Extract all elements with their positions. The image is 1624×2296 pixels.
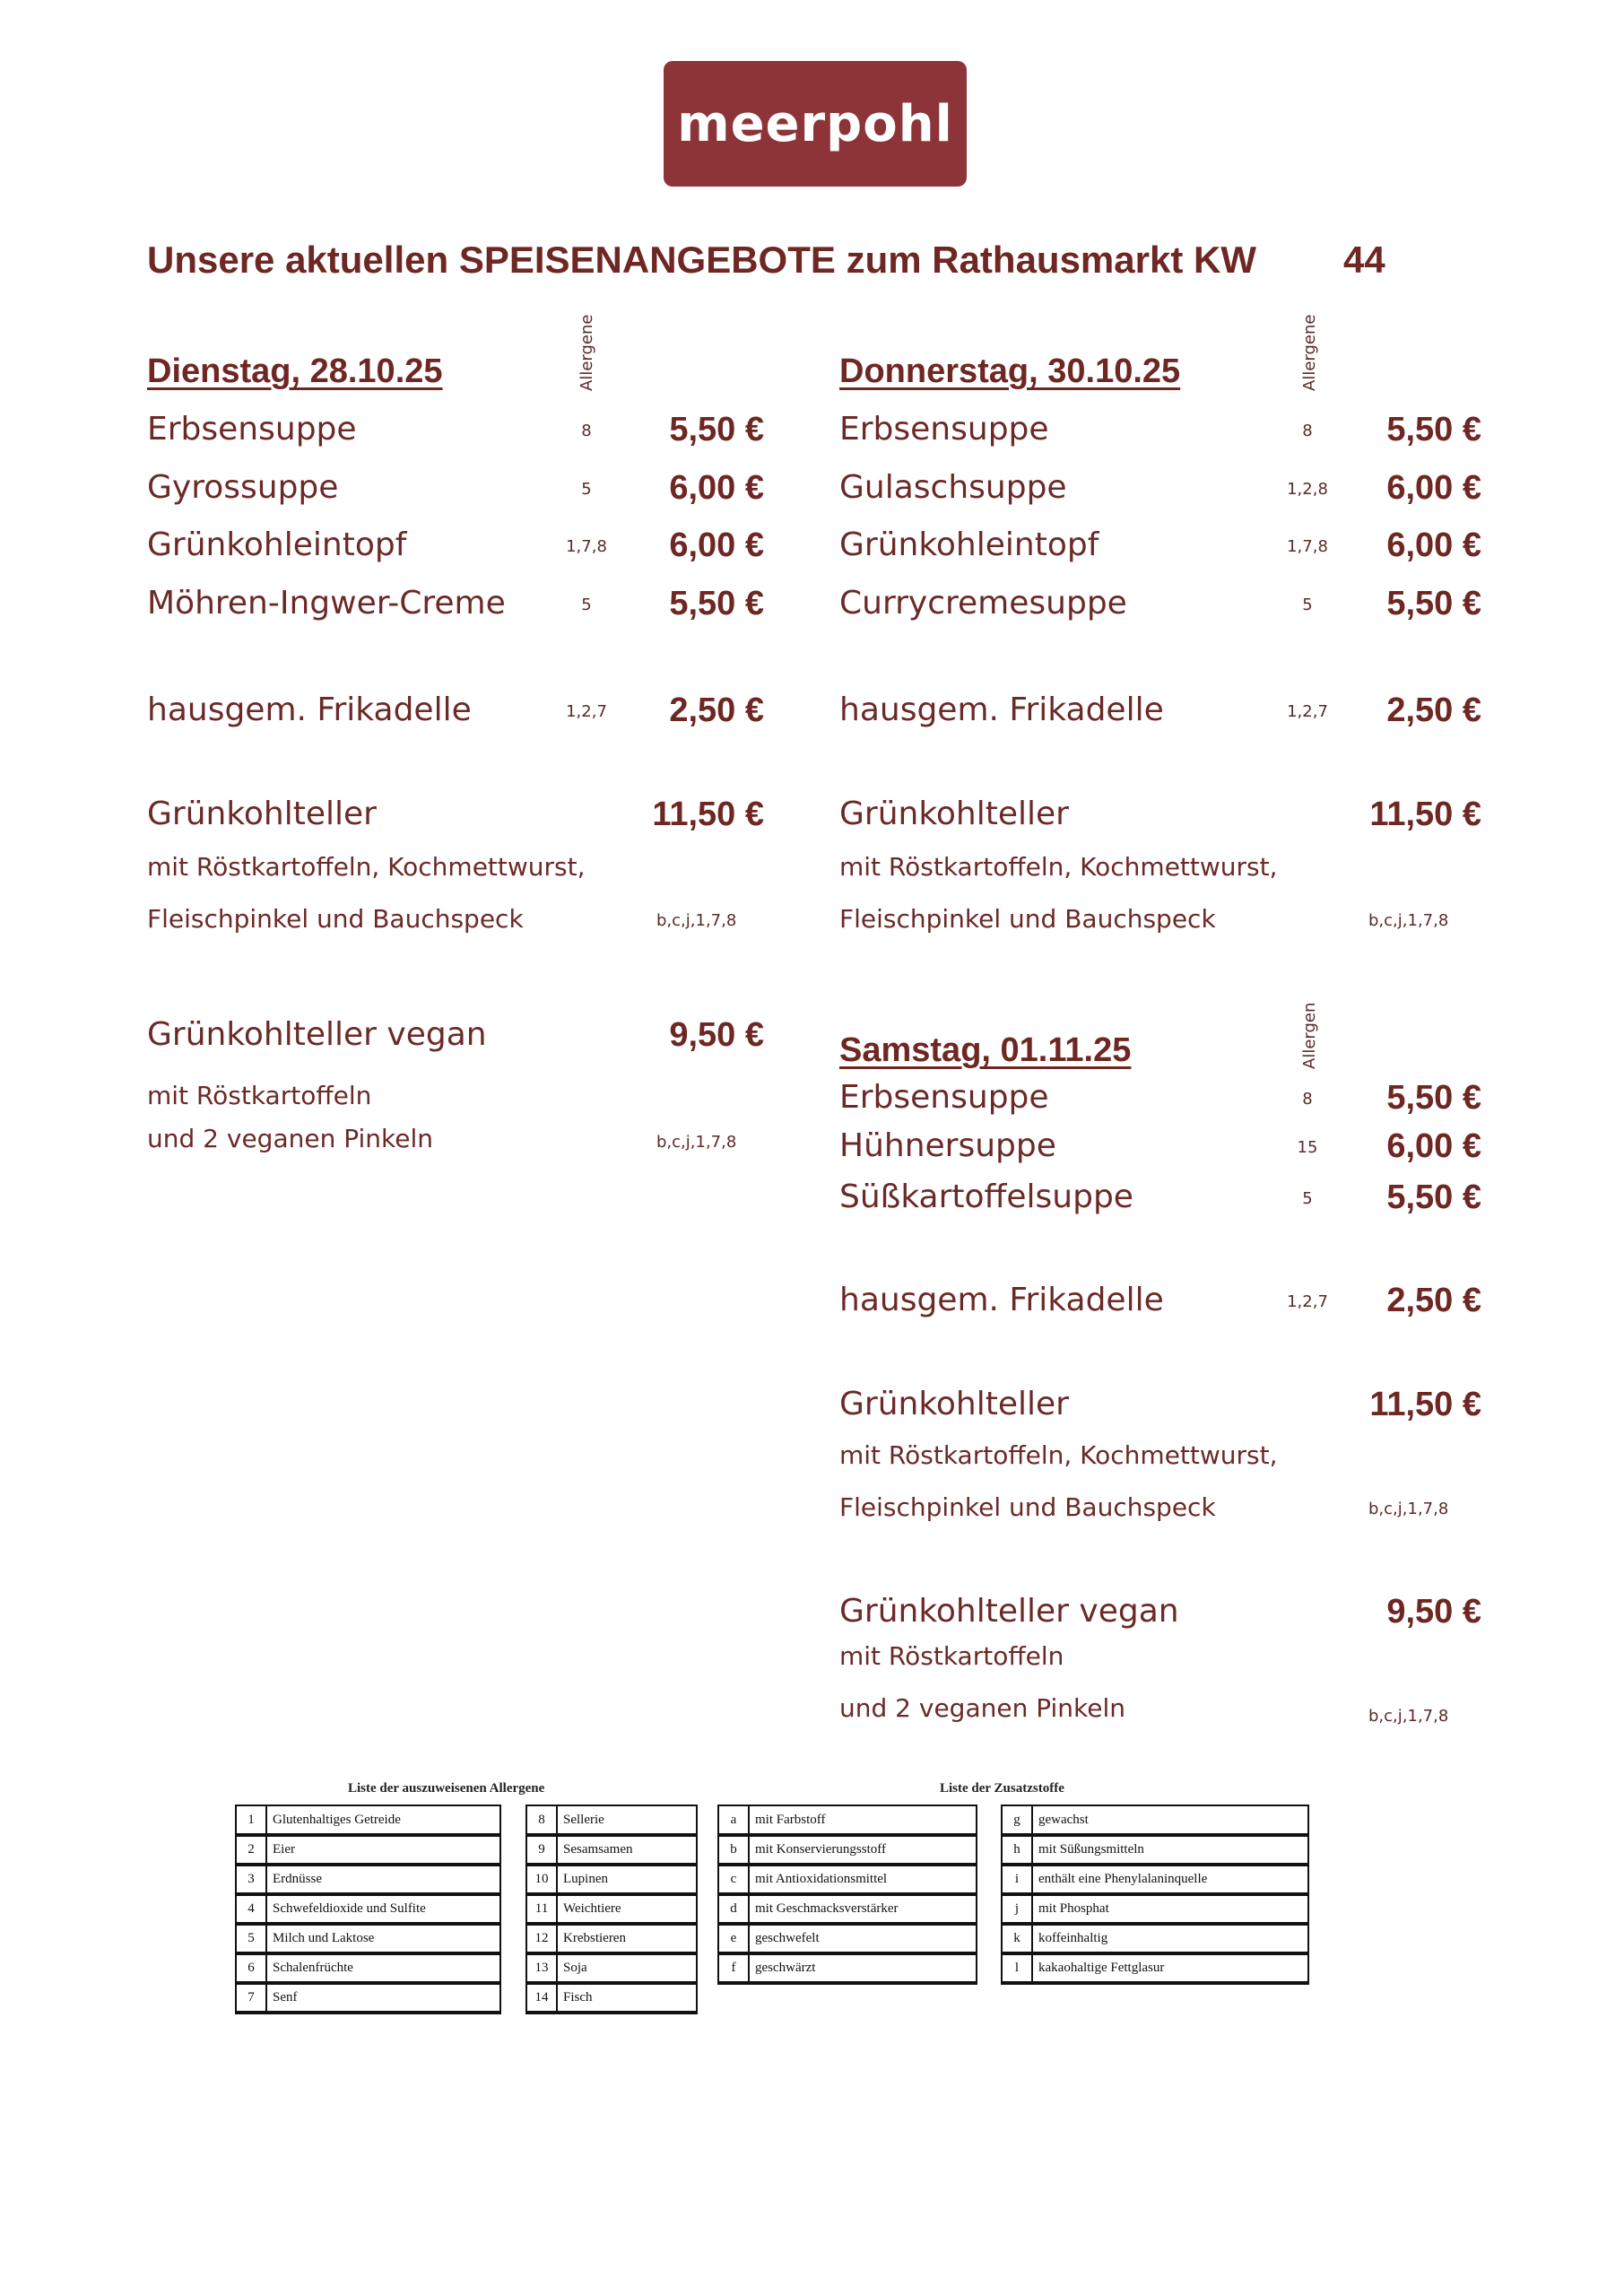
dish-price: 5,50 € — [1386, 585, 1481, 622]
legend-value: Weichtiere — [557, 1894, 697, 1924]
table-row — [526, 1983, 697, 2013]
thursday-heading: Donnerstag, 30.10.25 — [839, 352, 1181, 390]
legend-value: Lupinen — [557, 1865, 697, 1894]
dish-price: 5,50 € — [1386, 411, 1481, 448]
legend-value: Schwefeldioxide und Sulfite — [266, 1894, 500, 1924]
dish-allergens: b,c,j,1,7,8 — [1368, 1500, 1449, 1518]
dish-name: Grünkohleintopf — [839, 526, 1099, 563]
dish-description: mit Röstkartoffeln — [839, 1641, 1064, 1671]
dish-allergens: b,c,j,1,7,8 — [1368, 1707, 1449, 1726]
dish-name: Möhren-Ingwer-Creme — [147, 585, 506, 622]
dish-name: Süßkartoffelsuppe — [839, 1178, 1133, 1215]
allergen-column-header: Allergene — [1300, 314, 1319, 391]
legend-value: Sellerie — [557, 1805, 697, 1835]
legend-key: 7 — [236, 1983, 266, 2013]
legend-key: 4 — [236, 1894, 266, 1924]
table-row — [718, 1805, 977, 1835]
legend-value: koffeinhaltig — [1032, 1924, 1308, 1953]
table-row — [236, 1805, 500, 1835]
dish-name: hausgem. Frikadelle — [839, 1282, 1164, 1318]
dish-allergens: 1,2,7 — [1287, 1292, 1328, 1311]
dish-allergens: b,c,j,1,7,8 — [1368, 911, 1449, 930]
dish-name: Gyrossuppe — [147, 469, 339, 506]
dish-allergens: 8 — [581, 422, 592, 440]
dish-allergens: 1,2,7 — [566, 702, 607, 721]
table-row — [236, 1953, 500, 1983]
legend-key: 2 — [236, 1835, 266, 1865]
dish-price: 6,00 € — [1386, 526, 1481, 564]
dish-name: Grünkohleintopf — [147, 526, 407, 563]
legend-key: 8 — [526, 1805, 557, 1835]
dish-name: Erbsensuppe — [839, 411, 1049, 448]
legend-key: 10 — [526, 1865, 557, 1894]
dish-description: mit Röstkartoffeln, Kochmettwurst, — [839, 1440, 1278, 1470]
dish-price: 5,50 € — [669, 411, 764, 448]
dish-price: 6,00 € — [669, 526, 764, 564]
table-row — [1002, 1805, 1308, 1835]
legend-value: Krebstieren — [557, 1924, 697, 1953]
table-row — [718, 1865, 977, 1894]
dish-name: Grünkohlteller — [839, 1386, 1069, 1422]
page-title: Unsere aktuellen SPEISENANGEBOTE zum Rathausmarkt KW — [147, 239, 1256, 281]
legend-key: f — [718, 1953, 749, 1983]
table-row — [236, 1924, 500, 1953]
dish-price: 11,50 € — [1369, 796, 1481, 833]
legend-key: 12 — [526, 1924, 557, 1953]
dish-allergens: 5 — [1302, 596, 1313, 614]
week-number: 44 — [1343, 239, 1385, 281]
legend-key: 3 — [236, 1865, 266, 1894]
legend-value: geschwärzt — [749, 1953, 977, 1983]
dish-price: 11,50 € — [652, 796, 764, 833]
legend-key: e — [718, 1924, 749, 1953]
table-row — [1002, 1835, 1308, 1865]
table-row — [526, 1805, 697, 1835]
table-row — [718, 1953, 977, 1983]
dish-description: Fleischpinkel und Bauchspeck — [839, 1492, 1216, 1522]
dish-price: 6,00 € — [669, 469, 764, 507]
legend-key: h — [1002, 1835, 1032, 1865]
legend-value: enthält eine Phenylalaninquelle — [1032, 1865, 1308, 1894]
legend-value: Glutenhaltiges Getreide — [266, 1805, 500, 1835]
legend-key: 11 — [526, 1894, 557, 1924]
additive-table-2 — [1001, 1805, 1309, 1985]
dish-name: Grünkohlteller vegan — [839, 1593, 1179, 1630]
dish-allergens: 1,7,8 — [566, 537, 607, 556]
dish-description: Fleischpinkel und Bauchspeck — [147, 904, 524, 934]
legend-key: 1 — [236, 1805, 266, 1835]
legend-value: Soja — [557, 1953, 697, 1983]
dish-price: 2,50 € — [1386, 691, 1481, 729]
saturday-heading: Samstag, 01.11.25 — [839, 1031, 1132, 1069]
legend-value: Milch und Laktose — [266, 1924, 500, 1953]
dish-price: 5,50 € — [1386, 1079, 1481, 1117]
legend-value: Schalenfrüchte — [266, 1953, 500, 1983]
table-row — [1002, 1865, 1308, 1894]
dish-name: hausgem. Frikadelle — [839, 691, 1164, 728]
allergen-column-header: Allergen — [1300, 1002, 1319, 1069]
dish-price: 11,50 € — [1369, 1386, 1481, 1423]
table-row — [526, 1865, 697, 1894]
table-row — [526, 1924, 697, 1953]
legend-value: mit Süßungsmitteln — [1032, 1835, 1308, 1865]
table-row — [526, 1894, 697, 1924]
dish-allergens: 1,7,8 — [1287, 537, 1328, 556]
legend-key: c — [718, 1865, 749, 1894]
legend-key: 9 — [526, 1835, 557, 1865]
dish-price: 5,50 € — [1386, 1178, 1481, 1216]
dish-description: und 2 veganen Pinkeln — [839, 1693, 1125, 1723]
table-row — [1002, 1953, 1308, 1983]
legend-key: 5 — [236, 1924, 266, 1953]
legend-value: Eier — [266, 1835, 500, 1865]
legend-key: 14 — [526, 1983, 557, 2013]
legend-key: g — [1002, 1805, 1032, 1835]
allergen-table-2 — [525, 1805, 698, 2014]
dish-price: 5,50 € — [669, 585, 764, 622]
dish-name: Hühnersuppe — [839, 1127, 1056, 1164]
table-row — [236, 1894, 500, 1924]
meerpohl-logo — [664, 61, 967, 187]
table-row — [718, 1894, 977, 1924]
additive-legend-title: Liste der Zusatzstoffe — [940, 1781, 1064, 1796]
allergen-legend-title: Liste der auszuweisenen Allergene — [348, 1781, 545, 1796]
dish-name: Erbsensuppe — [839, 1079, 1049, 1116]
dish-description: und 2 veganen Pinkeln — [147, 1124, 433, 1153]
table-row — [1002, 1924, 1308, 1953]
dish-name: Erbsensuppe — [147, 411, 357, 448]
dish-allergens: b,c,j,1,7,8 — [656, 1133, 737, 1152]
table-row — [526, 1835, 697, 1865]
legend-value: mit Farbstoff — [749, 1805, 977, 1835]
dish-allergens: 5 — [1302, 1189, 1313, 1208]
table-row — [1002, 1894, 1308, 1924]
dish-name: hausgem. Frikadelle — [147, 691, 472, 728]
dish-price: 2,50 € — [669, 691, 764, 729]
additive-table-1 — [717, 1805, 977, 1985]
dish-allergens: 5 — [581, 596, 592, 614]
table-row — [236, 1865, 500, 1894]
dish-price: 9,50 € — [1386, 1593, 1481, 1631]
legend-key: a — [718, 1805, 749, 1835]
dish-name: Grünkohlteller — [147, 796, 377, 832]
table-row — [526, 1953, 697, 1983]
dish-allergens: 1,2,8 — [1287, 480, 1328, 499]
table-row — [718, 1835, 977, 1865]
legend-value: kakaohaltige Fettglasur — [1032, 1953, 1308, 1983]
dish-price: 6,00 € — [1386, 469, 1481, 507]
legend-key: b — [718, 1835, 749, 1865]
table-row — [718, 1924, 977, 1953]
dish-description: Fleischpinkel und Bauchspeck — [839, 904, 1216, 934]
legend-key: l — [1002, 1953, 1032, 1983]
dish-allergens: 8 — [1302, 1090, 1313, 1109]
dish-allergens: 5 — [581, 480, 592, 499]
legend-value: Erdnüsse — [266, 1865, 500, 1894]
legend-value: mit Geschmacksverstärker — [749, 1894, 977, 1924]
legend-value: gewachst — [1032, 1805, 1308, 1835]
dish-price: 2,50 € — [1386, 1282, 1481, 1319]
dish-allergens: 15 — [1297, 1138, 1318, 1157]
legend-key: 13 — [526, 1953, 557, 1983]
allergen-table-1 — [235, 1805, 501, 2014]
legend-value: Senf — [266, 1983, 500, 2013]
legend-value: Fisch — [557, 1983, 697, 2013]
legend-key: k — [1002, 1924, 1032, 1953]
dish-price: 9,50 € — [669, 1016, 764, 1054]
dish-allergens: b,c,j,1,7,8 — [656, 911, 737, 930]
tuesday-heading: Dienstag, 28.10.25 — [147, 352, 443, 390]
dish-name: Currycremesuppe — [839, 585, 1127, 622]
dish-allergens: 8 — [1302, 422, 1313, 440]
legend-value: mit Phosphat — [1032, 1894, 1308, 1924]
dish-description: mit Röstkartoffeln, Kochmettwurst, — [839, 852, 1278, 882]
legend-value: Sesamsamen — [557, 1835, 697, 1865]
dish-allergens: 1,2,7 — [1287, 702, 1328, 721]
legend-key: i — [1002, 1865, 1032, 1894]
logo-text: meerpohl — [677, 94, 953, 153]
dish-price: 6,00 € — [1386, 1127, 1481, 1165]
dish-description: mit Röstkartoffeln — [147, 1081, 372, 1110]
legend-value: mit Konservierungsstoff — [749, 1835, 977, 1865]
dish-name: Gulaschsuppe — [839, 469, 1067, 506]
legend-value: mit Antioxidationsmittel — [749, 1865, 977, 1894]
table-row — [236, 1835, 500, 1865]
dish-name: Grünkohlteller — [839, 796, 1069, 832]
legend-key: j — [1002, 1894, 1032, 1924]
table-row — [236, 1983, 500, 2013]
legend-value: geschwefelt — [749, 1924, 977, 1953]
legend-key: d — [718, 1894, 749, 1924]
dish-name: Grünkohlteller vegan — [147, 1016, 487, 1053]
allergen-column-header: Allergene — [578, 314, 596, 391]
dish-description: mit Röstkartoffeln, Kochmettwurst, — [147, 852, 586, 882]
legend-key: 6 — [236, 1953, 266, 1983]
